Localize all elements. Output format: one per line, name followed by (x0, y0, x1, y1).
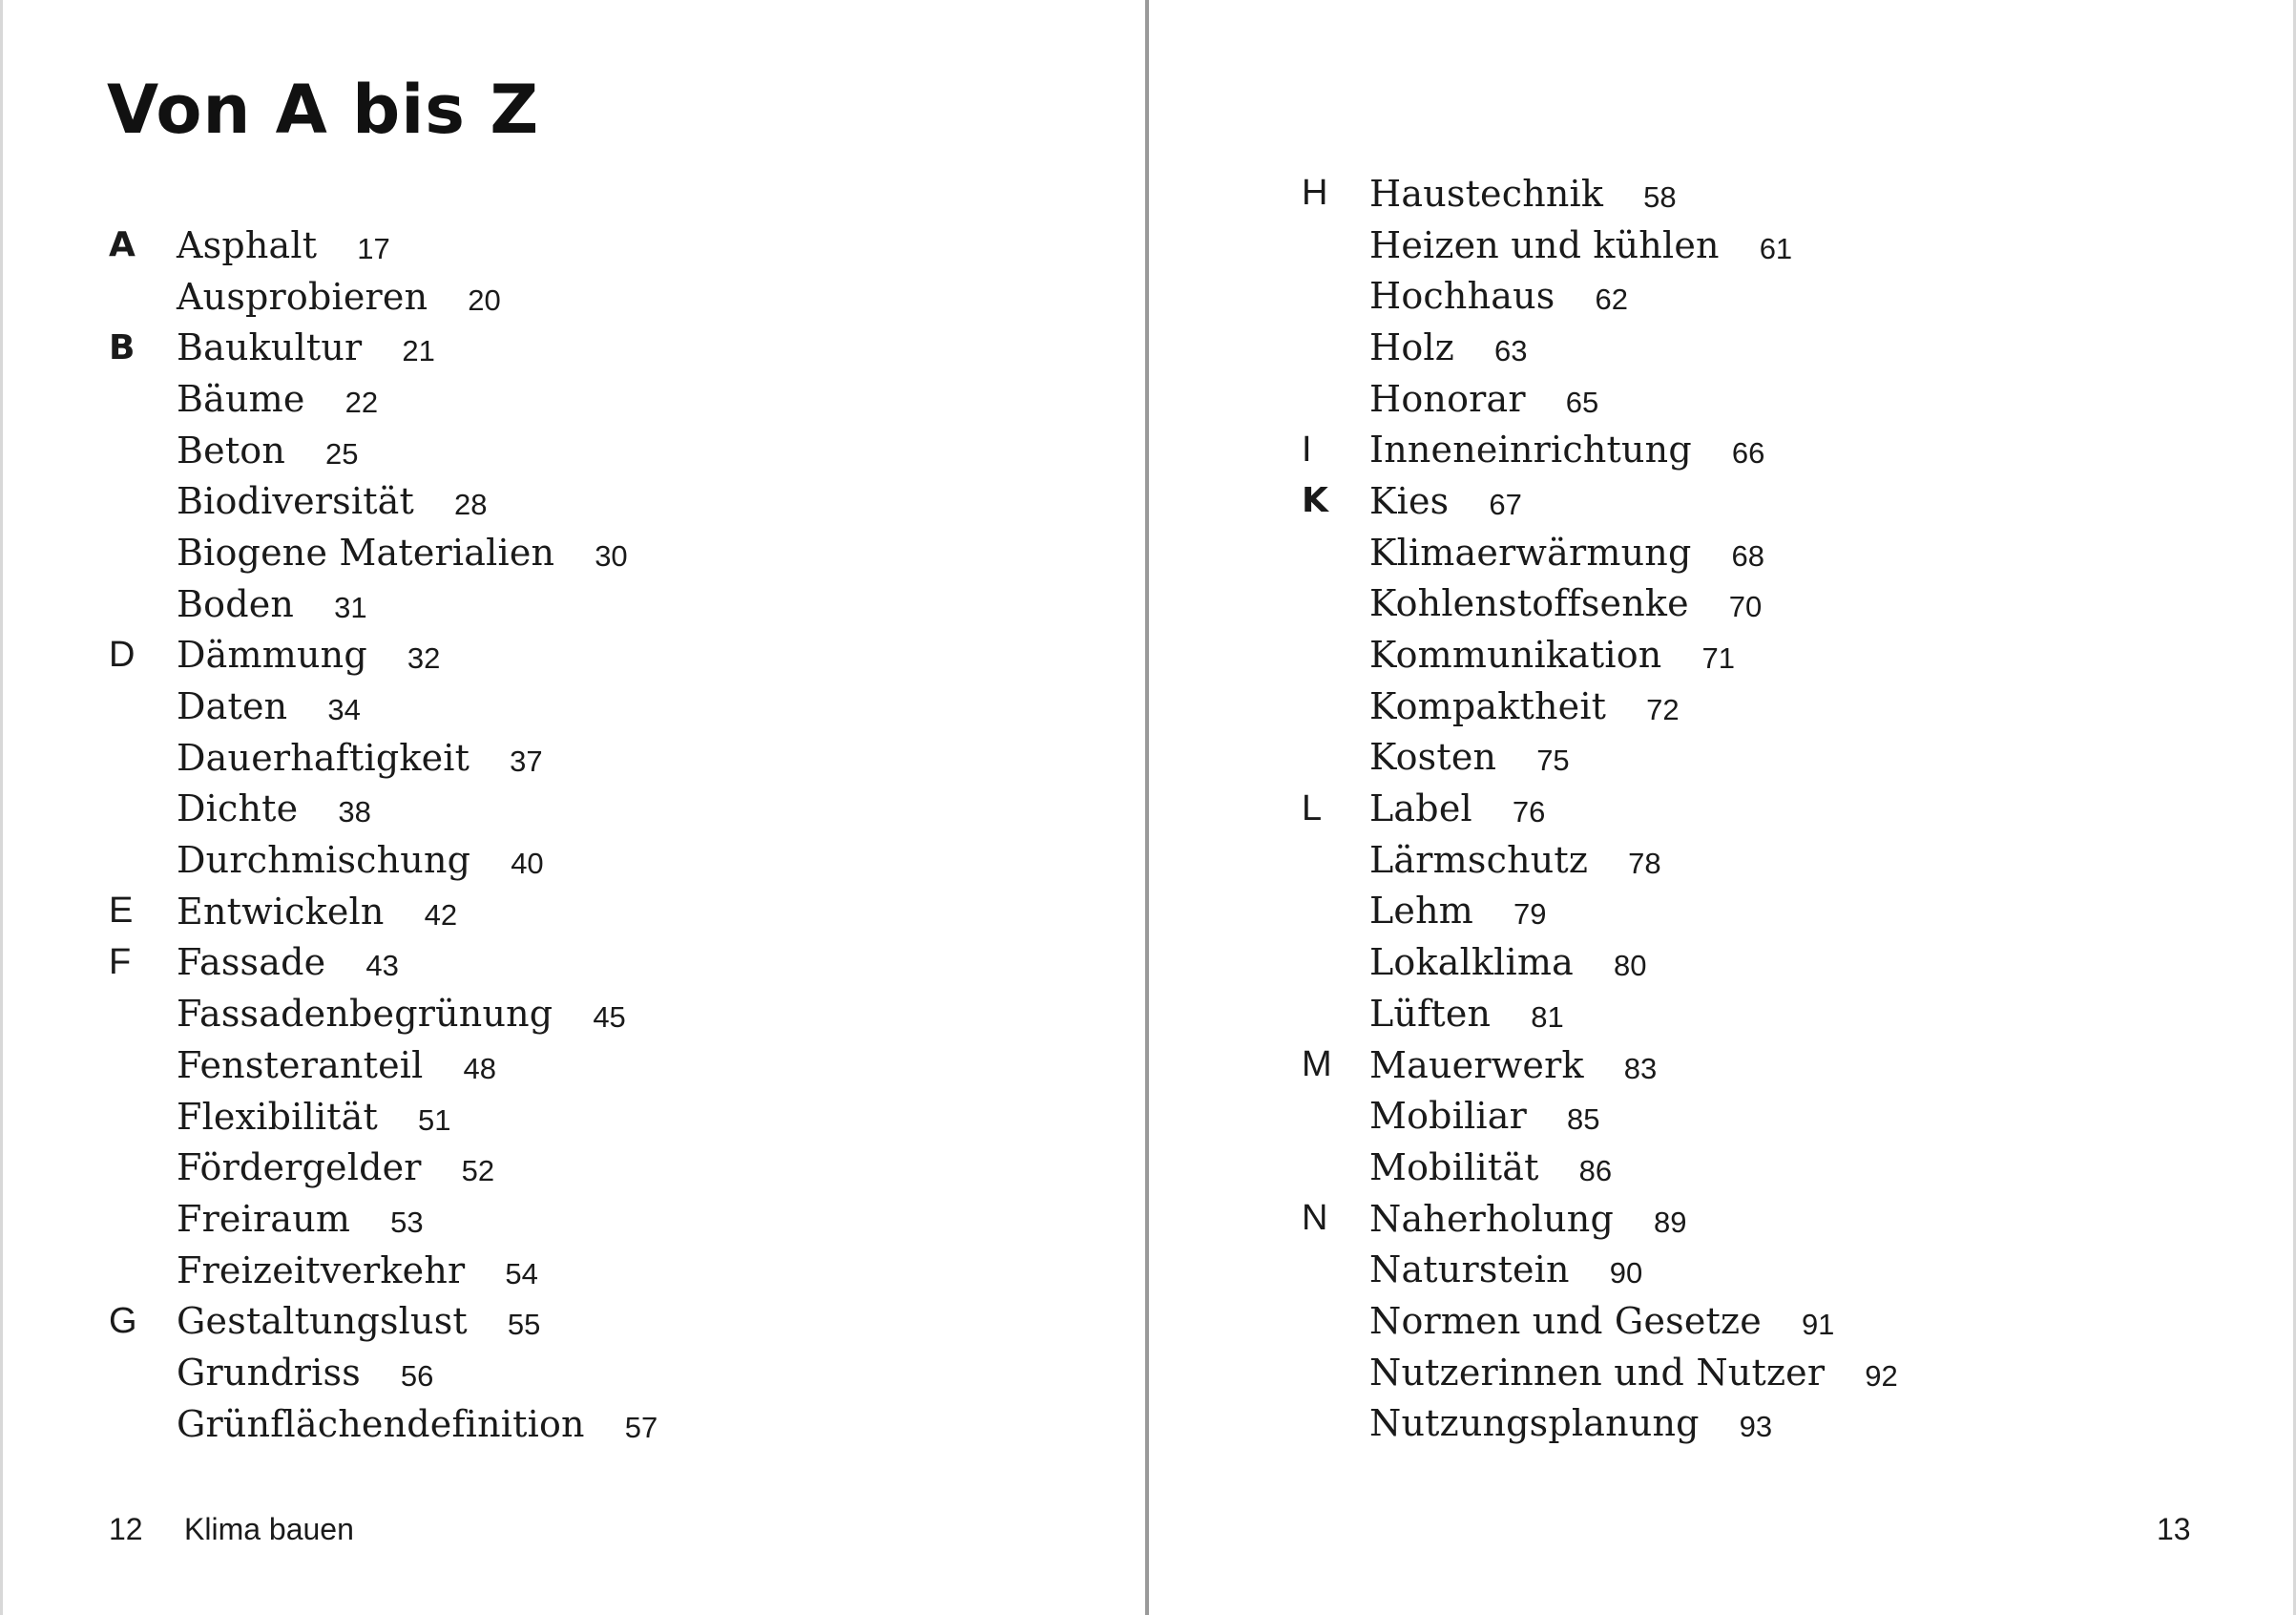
page-number-left: 12 (109, 1512, 143, 1546)
index-page-number: 55 (507, 1308, 541, 1342)
index-term: Grundriss (177, 1351, 361, 1394)
index-entry (1302, 475, 1898, 527)
index-term: Mobilität (1369, 1145, 1539, 1188)
index-entry (109, 322, 657, 373)
index-page-number: 70 (1728, 590, 1763, 624)
page-title: Von A bis Z (107, 71, 540, 149)
index-term: Naturstein (1369, 1248, 1570, 1291)
index-entry (109, 1245, 657, 1296)
index-section-letter: H (1302, 173, 1328, 214)
index-term: Beton (177, 429, 286, 472)
index-section-letter: G (109, 1300, 137, 1341)
index-page-number: 81 (1531, 999, 1564, 1034)
index-page-number: 66 (1731, 436, 1765, 471)
index-term: Fördergelder (177, 1146, 422, 1189)
index-term: Flexibilität (177, 1095, 378, 1138)
index-term: Inneneinrichtung (1369, 429, 1692, 472)
index-page-number: 32 (407, 641, 441, 676)
index-page-number: 53 (390, 1205, 424, 1239)
index-entry (1302, 322, 1898, 373)
index-entry (109, 220, 657, 271)
index-entry (109, 1347, 657, 1398)
index-term: Naherholung (1369, 1197, 1615, 1240)
index-page-number: 67 (1489, 487, 1522, 521)
index-term: Klimaerwärmung (1369, 531, 1692, 574)
index-entry (1302, 578, 1898, 630)
index-page-number: 51 (417, 1102, 451, 1137)
index-entry (1302, 1142, 1898, 1193)
index-term: Freiraum (177, 1197, 351, 1240)
index-entry (1302, 886, 1898, 937)
index-term: Asphalt (177, 223, 318, 266)
index-entry (1302, 424, 1898, 475)
index-entry (109, 1091, 657, 1143)
index-term: Boden (177, 582, 295, 625)
index-page-number: 79 (1513, 897, 1547, 932)
index-section-letter: E (109, 891, 134, 932)
index-page-number: 38 (338, 795, 371, 829)
index-page-number: 68 (1731, 538, 1764, 573)
index-page-number: 86 (1578, 1153, 1613, 1187)
index-page-number: 21 (402, 334, 435, 368)
index-term: Honorar (1369, 377, 1526, 420)
index-section-letter: N (1302, 1198, 1328, 1239)
index-entry (1302, 1039, 1898, 1091)
index-entry (1302, 1193, 1898, 1245)
index-entry (109, 578, 657, 630)
index-entry (109, 527, 657, 578)
index-page-number: 22 (344, 385, 379, 419)
index-page-number: 61 (1759, 231, 1793, 265)
index-term: Entwickeln (177, 890, 385, 933)
index-page-number: 28 (454, 488, 488, 522)
index-section-letter: M (1302, 1044, 1332, 1085)
index-page-number: 56 (400, 1358, 434, 1393)
index-entry (109, 988, 657, 1039)
index-page-number: 91 (1801, 1307, 1835, 1341)
index-section-letter: I (1302, 429, 1312, 470)
index-section-letter: F (109, 941, 132, 982)
index-term: Fassade (177, 941, 326, 984)
index-section-letter: B (109, 327, 136, 367)
index-entry (1302, 629, 1898, 681)
index-term: Mobiliar (1369, 1095, 1527, 1138)
index-term: Nutzerinnen und Nutzer (1369, 1351, 1826, 1394)
index-page-number: 17 (357, 231, 390, 265)
index-term: Label (1369, 787, 1472, 830)
index-entry (1302, 527, 1898, 578)
index-page-number: 92 (1865, 1358, 1898, 1393)
index-term: Grünflächendefinition (177, 1402, 585, 1445)
index-entry (1302, 936, 1898, 988)
index-term: Lärmschutz (1369, 838, 1589, 881)
index-entry (109, 1398, 657, 1450)
index-term: Normen und Gesetze (1369, 1299, 1762, 1342)
index-section-letter: D (109, 634, 136, 675)
index-entry (109, 271, 657, 323)
index-entry (1302, 1090, 1898, 1142)
index-entry (109, 1039, 657, 1091)
index-page-number: 89 (1654, 1205, 1687, 1239)
index-entry (1302, 681, 1898, 732)
index-page-number: 48 (463, 1051, 496, 1085)
index-page-number: 78 (1628, 846, 1661, 880)
index-entry (1302, 783, 1898, 834)
index-page-number: 72 (1646, 692, 1680, 726)
index-page-number: 83 (1623, 1051, 1658, 1085)
index-term: Hochhaus (1369, 275, 1555, 318)
index-entry (1302, 732, 1898, 784)
index-term: Bäume (177, 377, 305, 420)
index-term: Biodiversität (177, 480, 415, 523)
index-section-letter: K (1302, 481, 1328, 521)
index-page-number: 43 (365, 949, 399, 983)
index-page-number: 65 (1565, 385, 1599, 419)
index-entry (109, 425, 657, 476)
index-list-right (1302, 168, 1898, 1449)
index-term: Holz (1369, 325, 1454, 368)
index-entry (1302, 834, 1898, 886)
index-entry (109, 1193, 657, 1245)
index-entry (109, 681, 657, 732)
index-entry (109, 475, 657, 527)
index-term: Daten (177, 685, 288, 728)
index-entry (1302, 168, 1898, 220)
index-page-number: 54 (505, 1256, 538, 1290)
index-term: Fassadenbegrünung (177, 993, 553, 1036)
index-entry (1302, 1347, 1898, 1398)
index-list-left (109, 220, 657, 1450)
index-page-number: 52 (461, 1154, 495, 1188)
index-page-number: 71 (1701, 641, 1735, 676)
index-section-letter: L (1302, 787, 1323, 828)
index-page-number: 93 (1739, 1410, 1773, 1444)
index-entry (109, 1142, 657, 1193)
index-page-number: 40 (511, 847, 544, 881)
index-entry (109, 1295, 657, 1347)
index-entry (1302, 1295, 1898, 1347)
index-term: Lokalklima (1369, 941, 1574, 984)
index-term: Dauerhaftigkeit (177, 736, 470, 779)
index-entry (1302, 988, 1898, 1039)
index-entry (109, 834, 657, 886)
index-page-number: 80 (1613, 949, 1647, 983)
index-page-number: 25 (325, 436, 359, 471)
index-page-number: 63 (1494, 333, 1528, 367)
index-term: Fensteranteil (177, 1043, 424, 1086)
index-entry (109, 630, 657, 682)
index-term: Mauerwerk (1369, 1043, 1584, 1086)
index-page-number: 57 (624, 1410, 658, 1444)
index-entry (109, 732, 657, 784)
index-entry (1302, 1398, 1898, 1450)
index-term: Gestaltungslust (177, 1300, 468, 1343)
index-page-number: 45 (593, 1000, 626, 1035)
index-entry (1302, 373, 1898, 425)
index-entry (109, 784, 657, 835)
index-term: Kies (1369, 479, 1450, 522)
index-term: Nutzungsplanung (1369, 1402, 1700, 1445)
index-term: Dämmung (177, 634, 367, 677)
index-term: Freizeitverkehr (177, 1248, 466, 1291)
index-term: Lehm (1369, 890, 1474, 933)
index-page-number: 76 (1512, 795, 1546, 829)
index-page-number: 42 (424, 897, 458, 932)
index-page-number: 34 (327, 693, 361, 727)
index-entry (1302, 1244, 1898, 1295)
index-entry (109, 373, 657, 425)
index-term: Heizen und kühlen (1369, 223, 1720, 266)
index-entry (1302, 220, 1898, 271)
index-page-number: 90 (1609, 1256, 1643, 1290)
index-page-number: 62 (1595, 283, 1628, 317)
index-page-number: 37 (510, 744, 543, 778)
index-entry (109, 886, 657, 937)
index-page-number: 85 (1567, 1102, 1600, 1137)
index-term: Biogene Materialien (177, 531, 555, 574)
index-term: Kompaktheit (1369, 684, 1607, 727)
index-term: Kommunikation (1369, 634, 1662, 677)
running-title: Klima bauen (184, 1512, 354, 1546)
index-page-number: 20 (468, 283, 501, 317)
index-section-letter: A (109, 225, 136, 265)
index-term: Lüften (1369, 992, 1492, 1035)
page-number-right: 13 (2157, 1512, 2191, 1546)
index-term: Durchmischung (177, 839, 471, 882)
index-term: Baukultur (177, 326, 363, 369)
index-term: Kosten (1369, 736, 1497, 779)
index-term: Haustechnik (1369, 172, 1604, 215)
index-page-number: 58 (1643, 179, 1677, 214)
index-entry (109, 937, 657, 989)
index-term: Dichte (177, 787, 299, 830)
index-term: Ausprobieren (177, 275, 428, 318)
index-page-number: 31 (334, 590, 367, 624)
index-page-number: 30 (595, 538, 628, 573)
index-term: Kohlenstoffsenke (1369, 582, 1689, 625)
index-entry (1302, 270, 1898, 322)
index-page-number: 75 (1536, 744, 1570, 778)
